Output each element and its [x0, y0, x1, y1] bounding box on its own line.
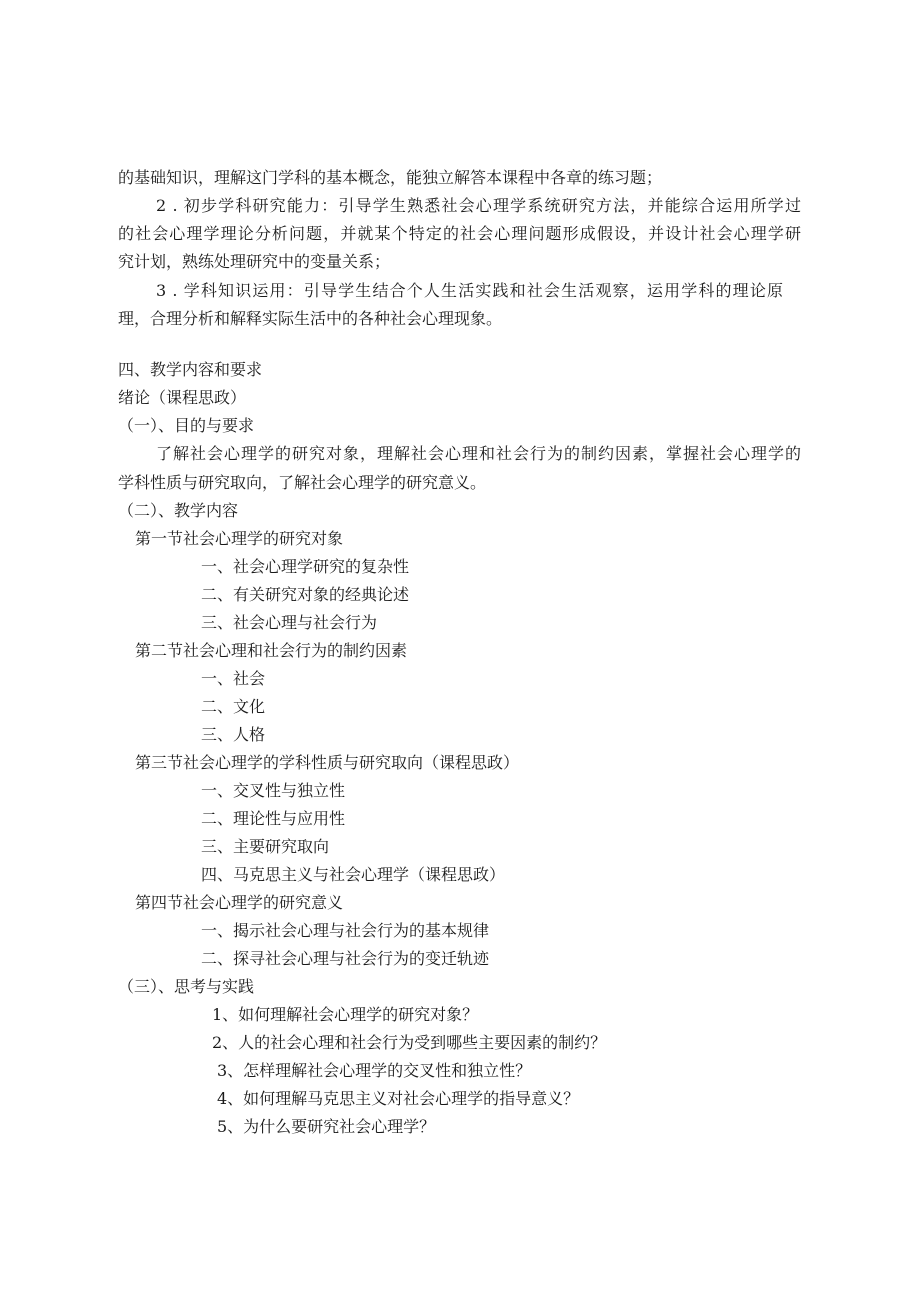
section-title: 第四节社会心理学的研究意义 [135, 893, 344, 912]
paragraph-line: 学科性质与研究取向，了解社会心理学的研究意义。 [118, 473, 487, 492]
list-item: 三、人格 [201, 725, 266, 744]
paragraph-line: 3 . 学科知识运用：引导学生结合个人生活实践和社会生活观察，运用学科的理论原 [156, 281, 783, 300]
subsection-title: （一）、目的与要求 [118, 416, 255, 435]
question-item: 1、如何理解社会心理学的研究对象？ [212, 1005, 479, 1024]
subsection-title: （二）、教学内容 [118, 501, 239, 520]
paragraph-line: 的基础知识，理解这门学科的基本概念，能独立解答本课程中各章的练习题； [118, 168, 663, 187]
subsection-title: （三）、思考与实践 [118, 977, 255, 996]
list-item: 一、交叉性与独立性 [201, 781, 346, 800]
list-item: 一、揭示社会心理与社会行为的基本规律 [201, 921, 490, 940]
question-item: 4、如何理解马克思主义对社会心理学的指导意义？ [217, 1089, 580, 1108]
list-item: 三、主要研究取向 [201, 837, 330, 856]
chapter-title: 绪论（课程思政） [118, 388, 247, 407]
question-item: 2、人的社会心理和社会行为受到哪些主要因素的制约？ [212, 1033, 607, 1052]
list-item: 二、探寻社会心理与社会行为的变迁轨迹 [201, 949, 490, 968]
list-item: 三、社会心理与社会行为 [201, 613, 378, 632]
list-item: 一、社会 [201, 669, 266, 688]
list-item: 二、有关研究对象的经典论述 [201, 585, 410, 604]
paragraph-line: 了解社会心理学的研究对象，理解社会心理和社会行为的制约因素，掌握社会心理学的 [156, 444, 801, 463]
question-item: 5、为什么要研究社会心理学？ [217, 1117, 436, 1136]
list-item: 一、社会心理学研究的复杂性 [201, 557, 410, 576]
section-title: 第一节社会心理学的研究对象 [135, 529, 344, 548]
paragraph-line: 2 . 初步学科研究能力：引导学生熟悉社会心理学系统研究方法，并能综合运用所学过 [156, 196, 801, 215]
paragraph-line: 理，合理分析和解释实际生活中的各种社会心理现象。 [118, 309, 503, 328]
list-item: 四、马克思主义与社会心理学（课程思政） [201, 865, 506, 884]
section-title: 第二节社会心理和社会行为的制约因素 [135, 641, 408, 660]
section-heading: 四、教学内容和要求 [118, 360, 263, 379]
question-item: 3、怎样理解社会心理学的交叉性和独立性？ [217, 1061, 532, 1080]
section-title: 第三节社会心理学的学科性质与研究取向（课程思政） [135, 753, 520, 772]
list-item: 二、文化 [201, 697, 266, 716]
paragraph-line: 的社会心理学理论分析问题，并就某个特定的社会心理问题形成假设，并设计社会心理学研 [118, 224, 801, 243]
list-item: 二、理论性与应用性 [201, 809, 346, 828]
paragraph-line: 究计划，熟练处理研究中的变量关系； [118, 252, 391, 271]
